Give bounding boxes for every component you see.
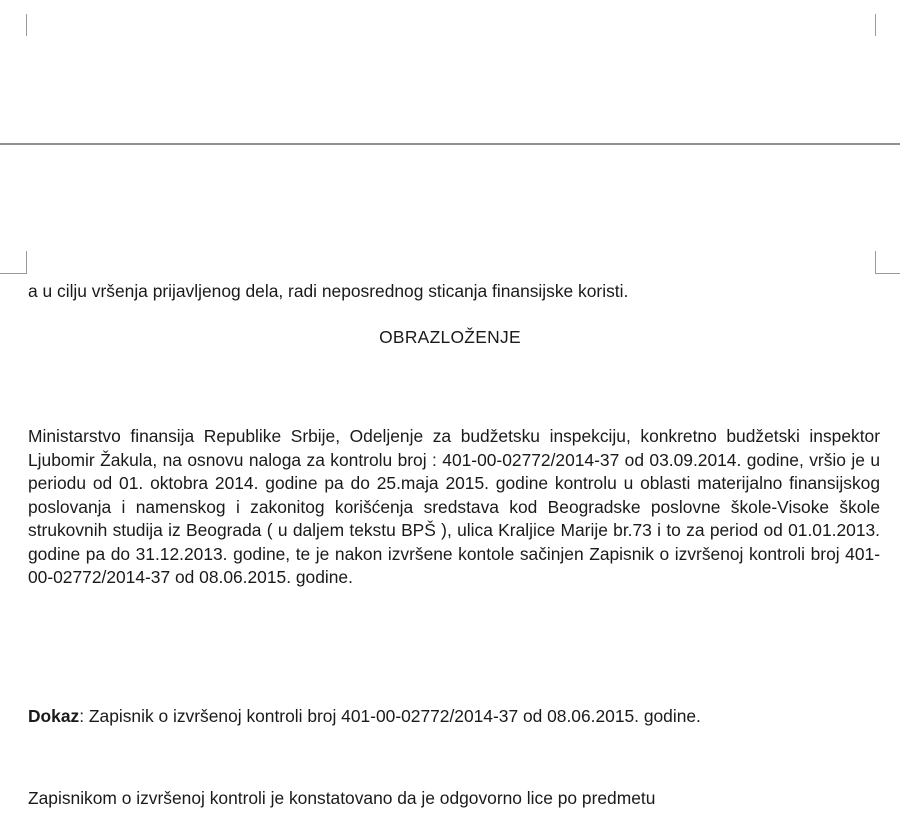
- crop-mark-top-left: [0, 14, 27, 36]
- paragraph-3: Zapisnikom o izvršenoj kontroli je konstatovano da je odgovorno lice po predmetu: [28, 788, 656, 808]
- paragraph-1: Ministarstvo finansija Republike Srbije, Odeljenje za budžetsku inspekciju, konkretno budžetski inspektor Ljubomir Žakula, na osnovu naloga za kontrolu broj : 401-00-02772/2014-37 od 03.09.2014. godine, vršio je u periodu od 01. oktobra 2014. godine pa do 25.maja 2015. godine kontrolu u oblasti materijalno finansijskog poslovanja i namenskog i zakonitog korišćenja sredstava kod Beogradske poslovne škole-Visoke škole strukovnih studija iz Beograda ( u daljem tekstu BPŠ ), ulica Kraljice Marije br.73 i to za period od 01.01.2013. godine pa do 31.12.2013. godine, te je nakon izvršene kontole sačinjen Zapisnik o izvršenoj kontroli broj 401-00-02772/2014-37 od 08.06.2015. godine.: [28, 426, 880, 587]
- crop-mark-page2-top-right: [875, 251, 900, 274]
- crop-mark-page2-top-left: [0, 251, 27, 274]
- page-break-line: [0, 143, 900, 145]
- paragraph-2: [28, 705, 880, 729]
- crop-mark-top-right: [875, 14, 900, 36]
- evidence-text: : Zapisnik o izvršenoj kontroli broj 401-00-02772/2014-37 od 08.06.2015. godine.: [79, 706, 701, 726]
- evidence-label: Dokaz: [28, 706, 80, 726]
- intro-line: a u cilju vršenja prijavljenog dela, radi neposrednog sticanja finansijske koristi.: [28, 281, 629, 301]
- section-heading: OBRAZLOŽENJE: [379, 327, 521, 347]
